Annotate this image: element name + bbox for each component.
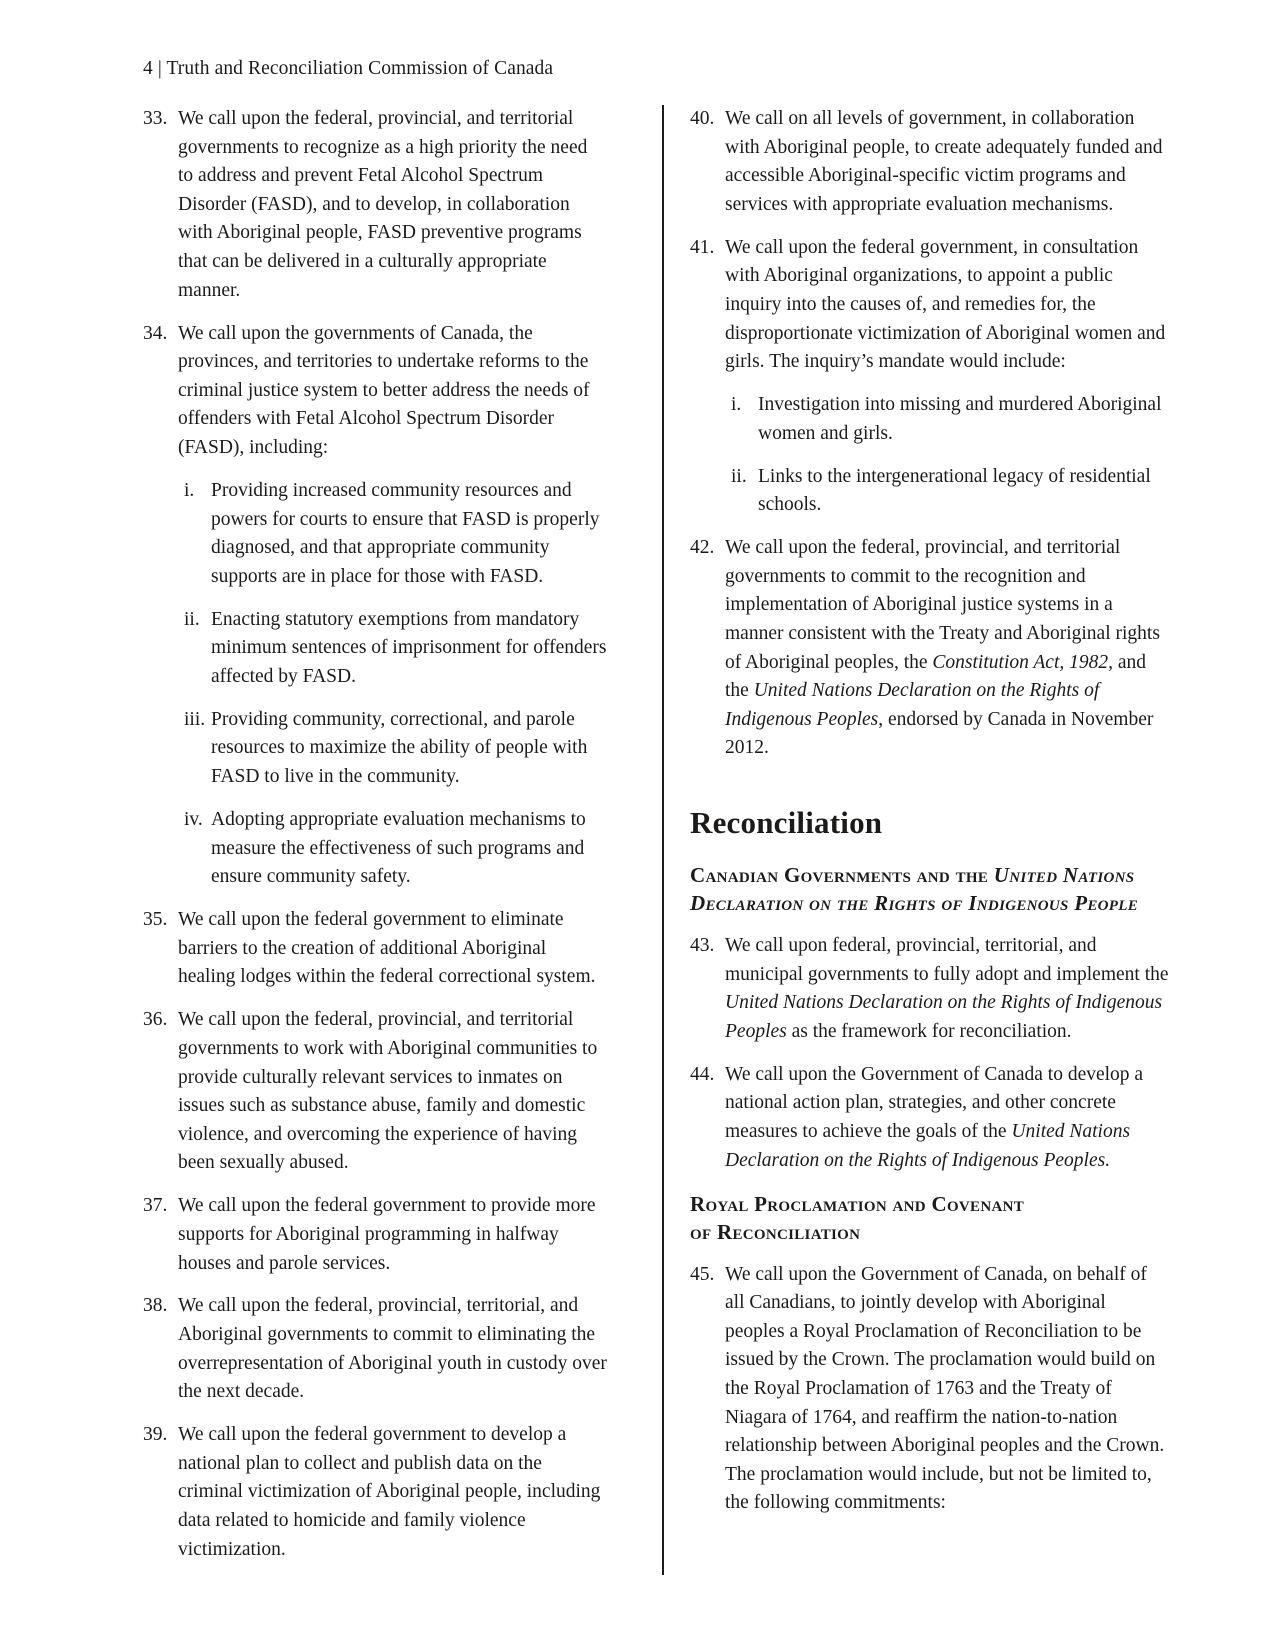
text-run: We call upon the federal, provincial, and territorial governments to recognize as a high priority the need to address and prevent Fetal Alcohol Spectrum Disorder (FASD), and to develop, in collaboration with Aboriginal people, FASD preventive programs that can be delivered in a culturally appropriate manner. <box>178 108 588 301</box>
item-text <box>178 1006 607 1178</box>
item-number: 40. <box>690 108 715 129</box>
list-item <box>143 1421 607 1564</box>
list-item <box>690 1261 1170 1518</box>
item-number: 44. <box>690 1063 715 1085</box>
text-run: We call upon the federal government to develop a national plan to collect and publish data on the criminal victimization of Aboriginal people, including data related to homicide and family violence victimization. <box>178 1424 601 1560</box>
item-text <box>725 932 1170 1046</box>
italic-text-run: United Nations <box>993 863 1135 888</box>
item-text <box>725 1261 1170 1518</box>
item-number: 42. <box>690 537 715 559</box>
subsection-heading <box>690 1190 1170 1246</box>
text-run: Providing increased community resources and powers for courts to ensure that FASD is properly diagnosed, and that appropriate community supports are in place for those with FASD. <box>211 479 600 587</box>
text-run: Investigation into missing and murdered Aboriginal women and girls. <box>758 394 1162 444</box>
list-item <box>143 105 607 305</box>
section-heading <box>690 806 1170 840</box>
list-item <box>143 320 607 463</box>
item-text <box>211 606 607 692</box>
italic-text-run: Declaration on the Rights of Indigenous People <box>690 891 1139 916</box>
text-run: We call upon federal, provincial, territorial, and municipal governments to fully adopt and implement the <box>725 935 1169 985</box>
text-run: We call upon the governments of Canada, the provinces, and territories to undertake reforms to the criminal justice system to better address the needs of offenders with Fetal Alcohol Spectrum Disorder (FASD), including: <box>178 322 590 458</box>
text-run: We call upon the federal government, in consultation with Aboriginal organizations, to appoint a public inquiry into the causes of, and remedies for, the disproportionate victimization of Aboriginal women and girls. The inquiry’s mandate would include: <box>725 236 1166 373</box>
text-run: of Reconciliation <box>690 1219 861 1244</box>
item-text <box>725 534 1170 763</box>
text-run: We call upon the federal, provincial, and territorial governments to work with Aboriginal communities to provide culturally relevant services to inmates on issues such as substance abuse, family and domestic violence, and overcoming the experience of having been sexually abused. <box>178 1009 598 1174</box>
item-number: 37. <box>143 1195 168 1217</box>
text-run: We call upon the federal government to provide more supports for Aboriginal programming in halfway houses and parole services. <box>178 1195 596 1274</box>
text-run: as the framework for reconciliation. <box>786 1020 1072 1042</box>
sub-list-item <box>184 477 607 591</box>
item-number: iv. <box>184 809 203 831</box>
item-text <box>211 706 607 792</box>
list-item <box>690 105 1170 219</box>
item-number: 36. <box>143 1009 168 1031</box>
item-text <box>725 105 1170 219</box>
list-item <box>690 1061 1170 1175</box>
column-right <box>662 105 1170 1575</box>
item-text <box>211 806 607 892</box>
text-run: We call upon the Government of Canada, on behalf of all Canadians, to jointly develop with Aboriginal peoples a Royal Proclamation of Reconciliation to be issued by the Crown. The proclamation would build on the Royal Proclamation of 1763 and the Treaty of Niagara of 1764, and reaffirm the nation-to-nation relationship between Aboriginal peoples and the Crown. The proclamation would include, but not be limited to, the following commitments: <box>725 1263 1165 1514</box>
item-number: 43. <box>690 935 715 957</box>
item-number: 35. <box>143 909 168 931</box>
text-run: Enacting statutory exemptions from mandatory minimum sentences of imprisonment for offenders affected by FASD. <box>211 608 607 687</box>
text-run: We call upon the federal, provincial, territorial, and Aboriginal governments to commit to eliminating the overrepresentation of Aboriginal youth in custody over the next decade. <box>178 1295 607 1403</box>
item-number: ii. <box>184 608 200 630</box>
text-run: and the <box>725 651 1147 702</box>
text-run: Providing community, correctional, and parole resources to maximize the ability of people with FASD to live in the community. <box>211 708 588 788</box>
sub-list-item <box>184 706 607 792</box>
item-number: i. <box>731 394 742 416</box>
item-number: 45. <box>690 1263 715 1285</box>
item-number: 39. <box>143 1424 168 1446</box>
sub-list-item <box>184 806 607 892</box>
list-item <box>143 906 607 992</box>
list-item <box>690 932 1170 1046</box>
two-column-layout <box>143 105 1170 1579</box>
italic-text-run: United Nations Declaration on the Rights of Indigenous Peoples. <box>725 1120 1131 1171</box>
text-run: We call on all levels of government, in collaboration with Aboriginal people, to create adequately funded and accessible Aboriginal-specific victim programs and services with appropriate evaluation mechanisms. <box>725 108 1163 215</box>
subsection-heading <box>690 861 1170 917</box>
item-text <box>178 105 607 305</box>
text-run: We call upon the Government of Canada to develop a national action plan, strategies, and other concrete measures to achieve the goals of the <box>725 1063 1144 1142</box>
item-text <box>758 463 1170 520</box>
item-text <box>178 320 607 463</box>
italic-text-run: Constitution Act, 1982, <box>932 651 1113 673</box>
italic-text-run: United Nations Declaration on the Rights of Indigenous Peoples <box>725 992 1163 1042</box>
item-number: 33. <box>143 108 168 129</box>
list-item <box>690 534 1170 763</box>
item-text <box>178 1421 607 1564</box>
sub-list-item <box>731 391 1170 448</box>
item-text <box>758 391 1170 448</box>
item-number: iii. <box>184 708 206 730</box>
list-item <box>143 1006 607 1178</box>
item-number: 34. <box>143 322 168 344</box>
column-left <box>143 105 662 1579</box>
text-run: Adopting appropriate evaluation mechanisms to measure the effectiveness of such programs and ensure community safety. <box>211 809 586 888</box>
sub-list-item <box>731 463 1170 520</box>
item-text <box>725 1061 1170 1175</box>
item-text <box>178 1292 607 1406</box>
item-number: 41. <box>690 236 715 258</box>
list-item <box>143 1192 607 1278</box>
item-number: ii. <box>731 465 747 487</box>
item-number: 38. <box>143 1295 168 1317</box>
list-item <box>143 1292 607 1406</box>
text-run: Royal Proclamation and Covenant <box>690 1191 1025 1216</box>
item-text <box>725 234 1170 377</box>
italic-text-run: United Nations Declaration on the Rights of Indigenous Peoples <box>725 680 1100 730</box>
text-run: Links to the intergenerational legacy of residential schools. <box>758 465 1151 516</box>
item-text <box>178 1192 607 1278</box>
text-run: We call upon the federal, provincial, and territorial governments to commit to the recognition and implementation of Aboriginal justice systems in a manner consistent with the Treaty and Aboriginal rights of Aboriginal peoples, the <box>725 537 1160 673</box>
item-number: i. <box>184 479 195 501</box>
running-header: 4 | Truth and Reconciliation Commission of Canada <box>143 58 554 79</box>
item-text <box>178 906 607 992</box>
text-run: Canadian Governments and the <box>690 863 994 888</box>
text-run: , endorsed by Canada in November 2012. <box>725 708 1154 759</box>
text-run: Reconciliation <box>690 805 883 841</box>
text-run: We call upon the federal government to eliminate barriers to the creation of additional Aboriginal healing lodges within the federal correctional system. <box>178 909 596 988</box>
list-item <box>690 234 1170 377</box>
sub-list-item <box>184 606 607 692</box>
item-text <box>211 477 607 591</box>
